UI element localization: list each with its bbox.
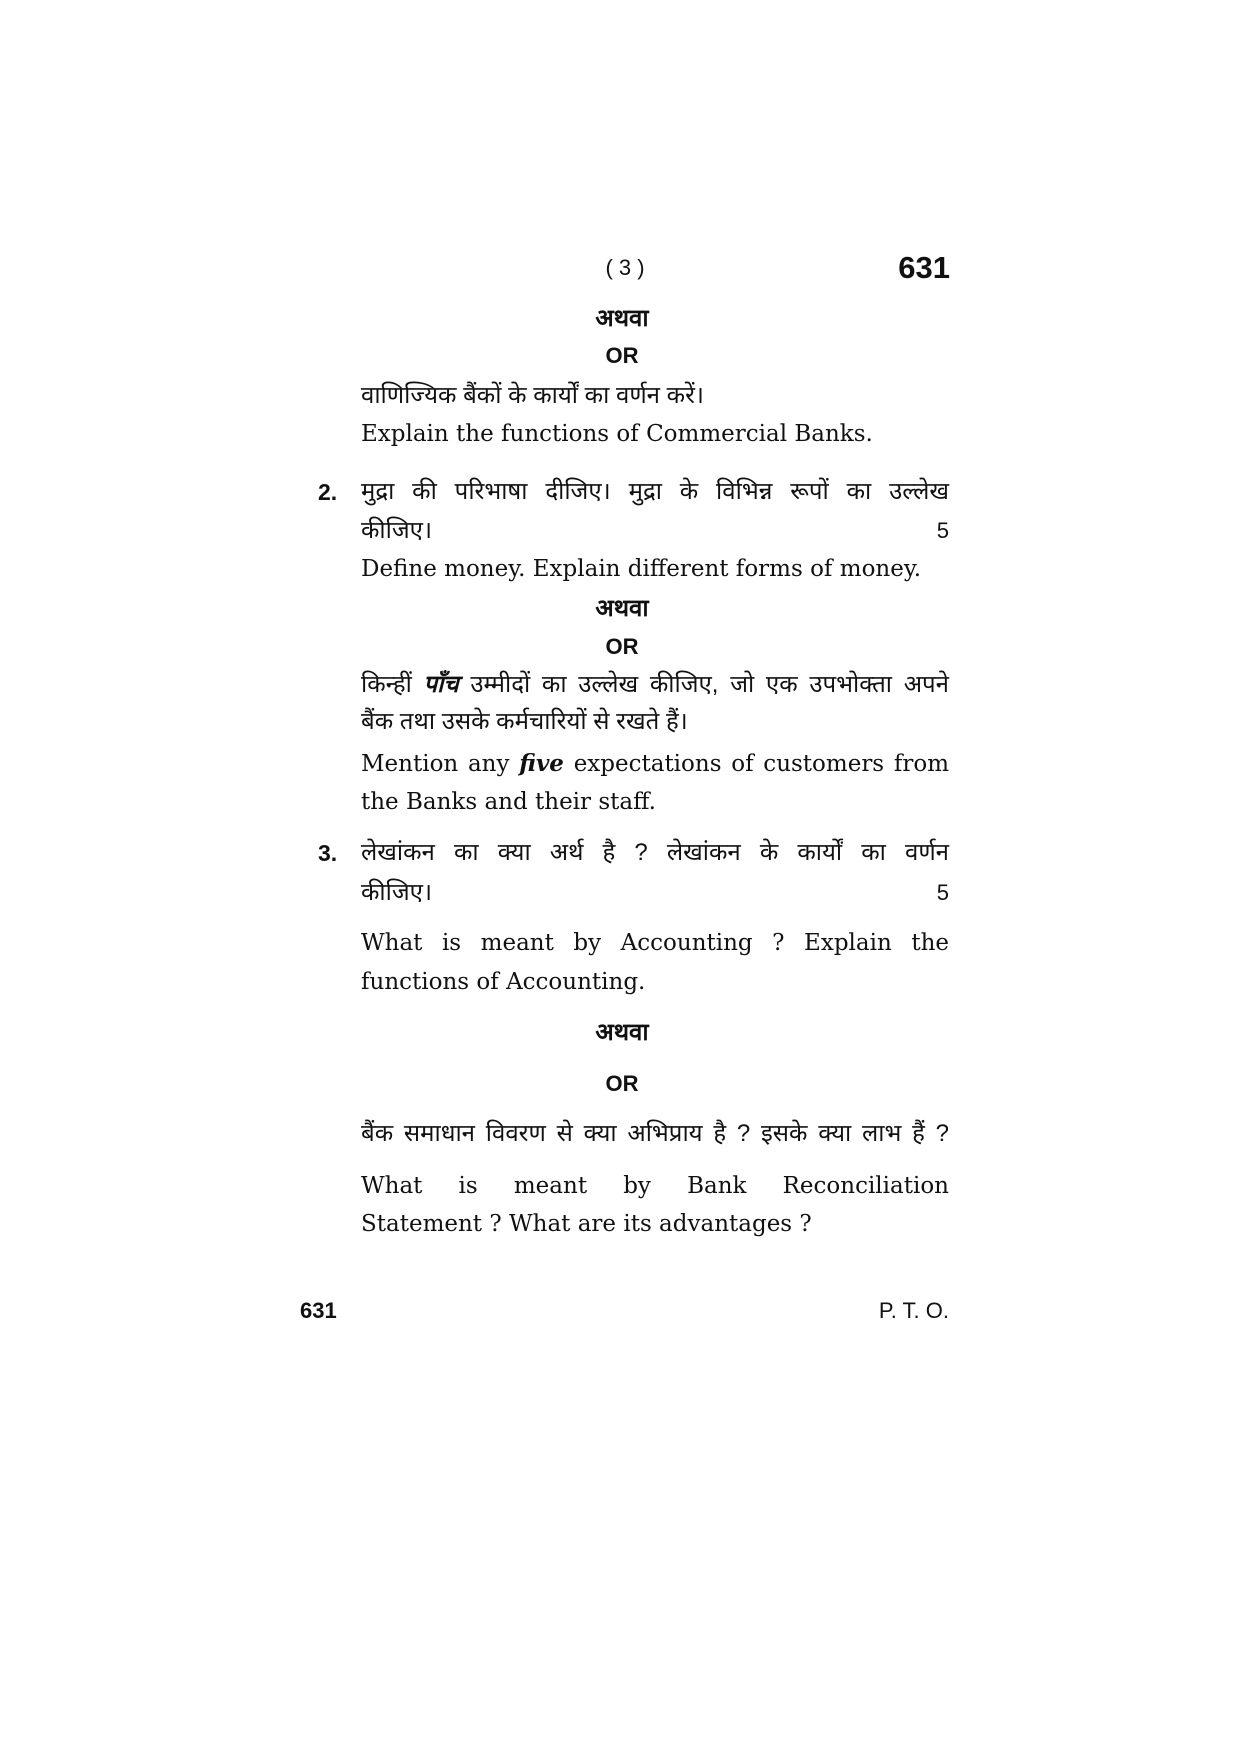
q3-english-line2: functions of Accounting.	[361, 969, 646, 995]
q2-alt-hindi-line1	[361, 669, 949, 701]
q2-number: 2.	[318, 479, 338, 505]
q2-alt-english-line2: the Banks and their staff.	[361, 789, 656, 815]
q3-alt-english-line2: Statement ? What are its advantages ?	[361, 1211, 812, 1237]
q2-or-hindi: अथवा	[595, 595, 649, 622]
q3-number: 3.	[318, 840, 338, 866]
q2-hindi-line2: कीजिए।	[361, 517, 433, 544]
emphasis: five	[519, 750, 564, 777]
or-hindi: अथवा	[595, 305, 649, 332]
q3-marks: 5	[936, 880, 949, 905]
q2-marks: 5	[936, 518, 949, 543]
q3-alt-hindi: बैंक समाधान विवरण से क्या अभिप्राय है ? इसके क्या लाभ हैं ?	[361, 1120, 949, 1147]
q2-or-english: OR	[605, 634, 639, 659]
text: Mention any	[361, 751, 510, 777]
q2-alt-english-line1	[361, 748, 949, 780]
footer-code: 631	[300, 1298, 337, 1323]
q3-hindi-line2: कीजिए।	[361, 879, 433, 906]
q3-english-line1: What is meant by Accounting ? Explain the	[361, 930, 949, 956]
text: उम्मीदों का उल्लेख कीजिए, जो एक उपभोक्ता अपने	[470, 671, 949, 698]
footer-pto: P. T. O.	[878, 1298, 949, 1323]
paper-code: 631	[898, 250, 950, 285]
q3-alt-english-line1: What is meant by Bank Reconciliation	[361, 1173, 949, 1199]
text: expectations of customers from	[573, 751, 950, 777]
q3-or-hindi: अथवा	[595, 1019, 649, 1046]
q3-hindi-line1: लेखांकन का क्या अर्थ है ? लेखांकन के कार्यों का वर्णन	[361, 839, 949, 866]
q3-or-english: OR	[605, 1071, 639, 1096]
q2-hindi-line1: मुद्रा की परिभाषा दीजिए। मुद्रा के विभिन्न रूपों का उल्लेख	[361, 478, 949, 505]
q1-alt-hindi: वाणिज्यिक बैंकों के कार्यों का वर्णन करें।	[361, 382, 705, 409]
q1-alt-english: Explain the functions of Commercial Banks.	[361, 421, 873, 447]
q2-english: Define money. Explain different forms of money.	[361, 556, 922, 582]
page-number: ( 3 )	[605, 255, 645, 280]
or-english: OR	[605, 343, 639, 368]
emphasis: पाँच	[423, 671, 459, 698]
text: किन्हीं	[361, 671, 412, 698]
q2-alt-hindi-line2: बैंक तथा उसके कर्मचारियों से रखते हैं।	[361, 708, 688, 735]
